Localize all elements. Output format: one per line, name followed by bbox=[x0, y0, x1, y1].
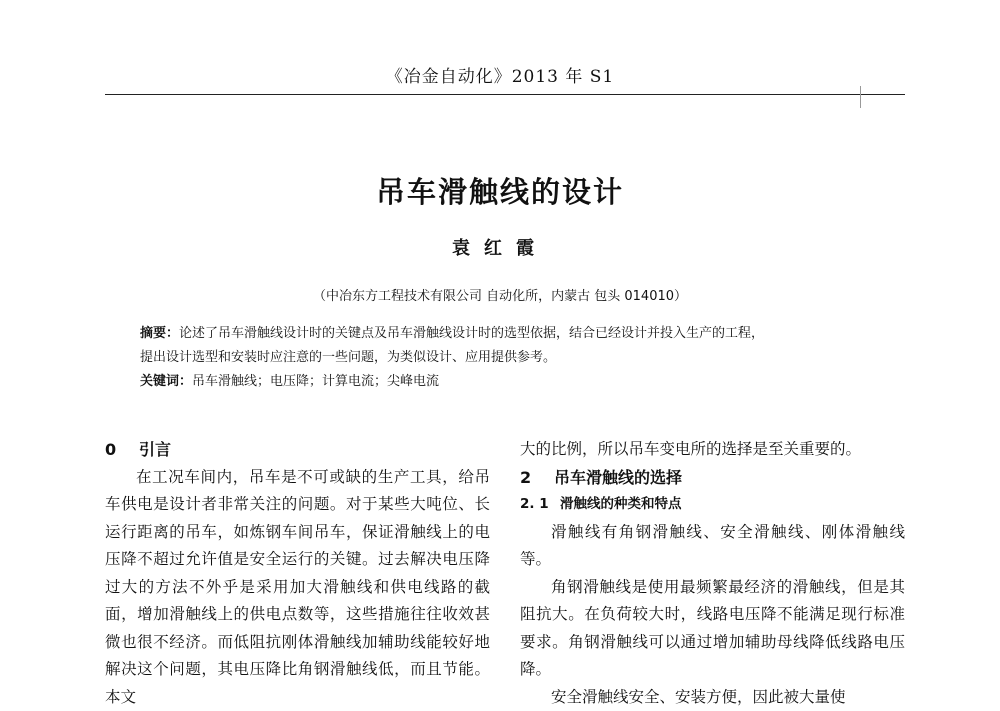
subsection-heading-2-1 bbox=[520, 491, 905, 519]
abstract-line-1 bbox=[140, 322, 900, 346]
abstract-text-1: 论述了吊车滑触线设计时的关键点及吊车滑触线设计时的选型依据，结合已经设计并投入生产的工程， bbox=[179, 326, 764, 341]
running-head: 《冶金自动化》2013 年 S1 bbox=[0, 62, 1000, 87]
abstract-line-2: 提出设计选型和安装时应注意的一些问题，为类似设计、应用提供参考。 bbox=[140, 346, 900, 370]
author-affiliation: （中冶东方工程技术有限公司 自动化所，内蒙古 包头 014010） bbox=[0, 285, 1000, 304]
continued-paragraph: 大的比例，所以吊车变电所的选择是至关重要的。 bbox=[520, 436, 905, 464]
intro-paragraph: 在工况车间内，吊车是不可或缺的生产工具，给吊车供电是设计者非常关注的问题。对于某些大吨位、长运行距离的吊车，如炼钢车间吊车，保证滑触线上的电压降不超过允许值是安全运行的关键。过去解决电压降过大的方法不外乎是采用加大滑触线和供电线路的截面，增加滑触线上的供电点数等，这些措施往往收效甚微也很不经济。而低阻抗刚体滑触线加辅助线能较好地解决这个问题，其电压降比角钢滑触线低，而且节能。本文 bbox=[105, 464, 490, 711]
subsection-title-2-1: 滑触线的种类和特点 bbox=[560, 496, 682, 512]
keywords-line bbox=[140, 370, 900, 394]
section-title-2: 吊车滑触线的选择 bbox=[554, 468, 682, 487]
right-column bbox=[520, 436, 905, 711]
keywords-text: 吊车滑触线；电压降；计算电流；尖峰电流 bbox=[192, 374, 439, 389]
subsection-number-2-1: 2. 1 bbox=[520, 491, 560, 519]
section-title-0: 引言 bbox=[139, 440, 171, 459]
paper-author: 袁红霞 bbox=[0, 234, 1000, 260]
abstract-block bbox=[140, 322, 900, 394]
section-heading-0 bbox=[105, 436, 490, 464]
header-divider bbox=[105, 94, 905, 95]
section-heading-2 bbox=[520, 464, 905, 492]
safety-line-paragraph: 安全滑触线安全、安装方便，因此被大量使 bbox=[520, 684, 905, 711]
keywords-label: 关键词： bbox=[140, 374, 192, 389]
abstract-label: 摘要： bbox=[140, 326, 179, 341]
section-number-2: 2 bbox=[520, 464, 554, 492]
types-paragraph: 滑触线有角钢滑触线、安全滑触线、刚体滑触线等。 bbox=[520, 519, 905, 574]
scan-mark bbox=[860, 86, 861, 108]
paper-title: 吊车滑触线的设计 bbox=[0, 170, 1000, 211]
angle-steel-paragraph: 角钢滑触线是使用最频繁最经济的滑触线，但是其阻抗大。在负荷较大时，线路电压降不能满足现行标准要求。角钢滑触线可以通过增加辅助母线降低线路电压降。 bbox=[520, 574, 905, 684]
section-number-0: 0 bbox=[105, 436, 139, 464]
left-column bbox=[105, 436, 490, 711]
